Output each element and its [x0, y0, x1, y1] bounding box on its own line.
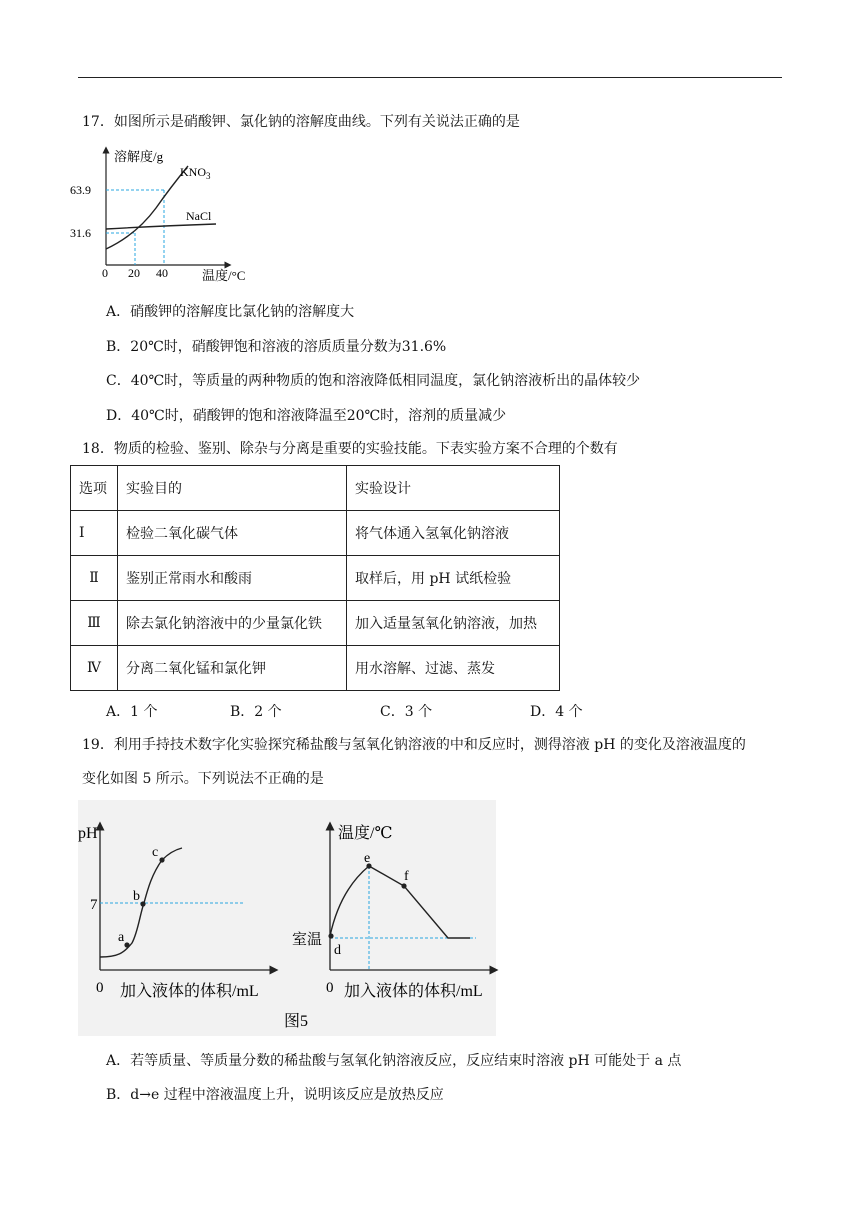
point-d — [328, 933, 333, 938]
row-label: Ⅲ — [71, 601, 118, 646]
q18-option-d: D．4 个 — [530, 704, 583, 720]
q18-stem: 18．物质的检验、鉴别、除杂与分离是重要的实验技能。下表实验方案不合理的个数有 — [82, 441, 618, 457]
point-c — [159, 857, 164, 862]
solubility-curve-figure — [70, 140, 248, 290]
nacl-label: NaCl — [186, 209, 212, 223]
label-b: b — [133, 889, 140, 904]
tick-0: 0 — [102, 266, 108, 280]
row-purpose: 鉴别正常雨水和酸雨 — [118, 556, 347, 601]
point-b — [140, 901, 145, 906]
nacl-curve — [106, 224, 216, 229]
q19-stem-line1: 19．利用手持技术数字化实验探究稀盐酸与氢氧化钠溶液的中和反应时，测得溶液 pH 的变化及溶液温度的 — [82, 737, 746, 753]
point-a — [124, 942, 129, 947]
table-row — [71, 511, 560, 556]
row-design: 将气体通入氢氧化钠溶液 — [347, 511, 560, 556]
table-row — [71, 646, 560, 691]
table-header-row — [71, 466, 560, 511]
y-axis-label: 溶解度/g — [114, 149, 164, 164]
left-x-axis-label: 加入液体的体积/mL — [120, 983, 259, 1000]
header-purpose: 实验目的 — [118, 466, 347, 511]
table-row — [71, 601, 560, 646]
label-c: c — [152, 845, 159, 860]
row-design: 加入适量氢氧化钠溶液，加热 — [347, 601, 560, 646]
tick-40: 40 — [156, 266, 168, 280]
row-label: Ⅳ — [71, 646, 118, 691]
room-temp-tick: 室温 — [292, 932, 323, 948]
q17-option-b: B．20℃时，硝酸钾饱和溶液的溶质质量分数为31.6% — [106, 339, 447, 355]
row-label: I — [71, 511, 118, 556]
ph-tick-7: 7 — [90, 897, 98, 913]
q17-option-d: D．40℃时，硝酸钾的饱和溶液降温至20℃时，溶剂的质量减少 — [106, 408, 507, 424]
q19-option-a: A．若等质量、等质量分数的稀盐酸与氢氧化钠溶液反应，反应结束时溶液 pH 可能处于 a 点 — [106, 1053, 682, 1069]
neutralization-figure — [78, 800, 496, 1036]
temp-axis-label: 温度/℃ — [338, 825, 393, 842]
ph-origin: 0 — [96, 980, 104, 996]
q17-option-a: A．硝酸钾的溶解度比氯化钠的溶解度大 — [106, 304, 355, 320]
tick-31.6: 31.6 — [70, 226, 91, 240]
q17-stem: 17．如图所示是硝酸钾、氯化钠的溶解度曲线。下列有关说法正确的是 — [82, 114, 520, 130]
figure-caption: 图5 — [284, 1013, 309, 1030]
q19-option-b: B．d→e 过程中溶液温度上升，说明该反应是放热反应 — [106, 1087, 444, 1103]
label-f: f — [404, 869, 409, 884]
label-a: a — [118, 930, 125, 945]
row-design: 取样后，用 pH 试纸检验 — [347, 556, 560, 601]
temp-curve — [330, 866, 470, 938]
q19-stem-line2: 变化如图 5 所示。下列说法不正确的是 — [82, 771, 324, 787]
header-design: 实验设计 — [347, 466, 560, 511]
row-purpose: 检验二氧化碳气体 — [118, 511, 347, 556]
q18-option-b: B．2 个 — [230, 704, 282, 720]
label-e: e — [364, 851, 371, 866]
row-purpose: 除去氯化钠溶液中的少量氯化铁 — [118, 601, 347, 646]
tick-20: 20 — [128, 266, 140, 280]
temp-origin: 0 — [326, 980, 334, 996]
row-purpose: 分离二氧化锰和氯化钾 — [118, 646, 347, 691]
q18-option-c: C．3 个 — [380, 704, 433, 720]
label-d: d — [334, 943, 341, 958]
header-rule — [78, 77, 782, 78]
ph-axis-label: pH — [78, 825, 98, 842]
table-row — [71, 556, 560, 601]
kno3-label: $KNO_3$ — [180, 165, 211, 181]
header-option: 选项 — [71, 466, 118, 511]
q17-option-c: C．40℃时，等质量的两种物质的饱和溶液降低相同温度，氯化钠溶液析出的晶体较少 — [106, 373, 641, 389]
q18-option-a: A．1 个 — [106, 704, 158, 720]
right-x-axis-label: 加入液体的体积/mL — [344, 983, 483, 1000]
row-design: 用水溶解、过滤、蒸发 — [347, 646, 560, 691]
tick-63.9: 63.9 — [70, 183, 91, 197]
row-label: Ⅱ — [71, 556, 118, 601]
kno3-curve — [106, 166, 188, 249]
x-axis-label: 温度/°C — [202, 268, 246, 283]
experiment-table — [70, 465, 560, 691]
point-f — [401, 883, 406, 888]
